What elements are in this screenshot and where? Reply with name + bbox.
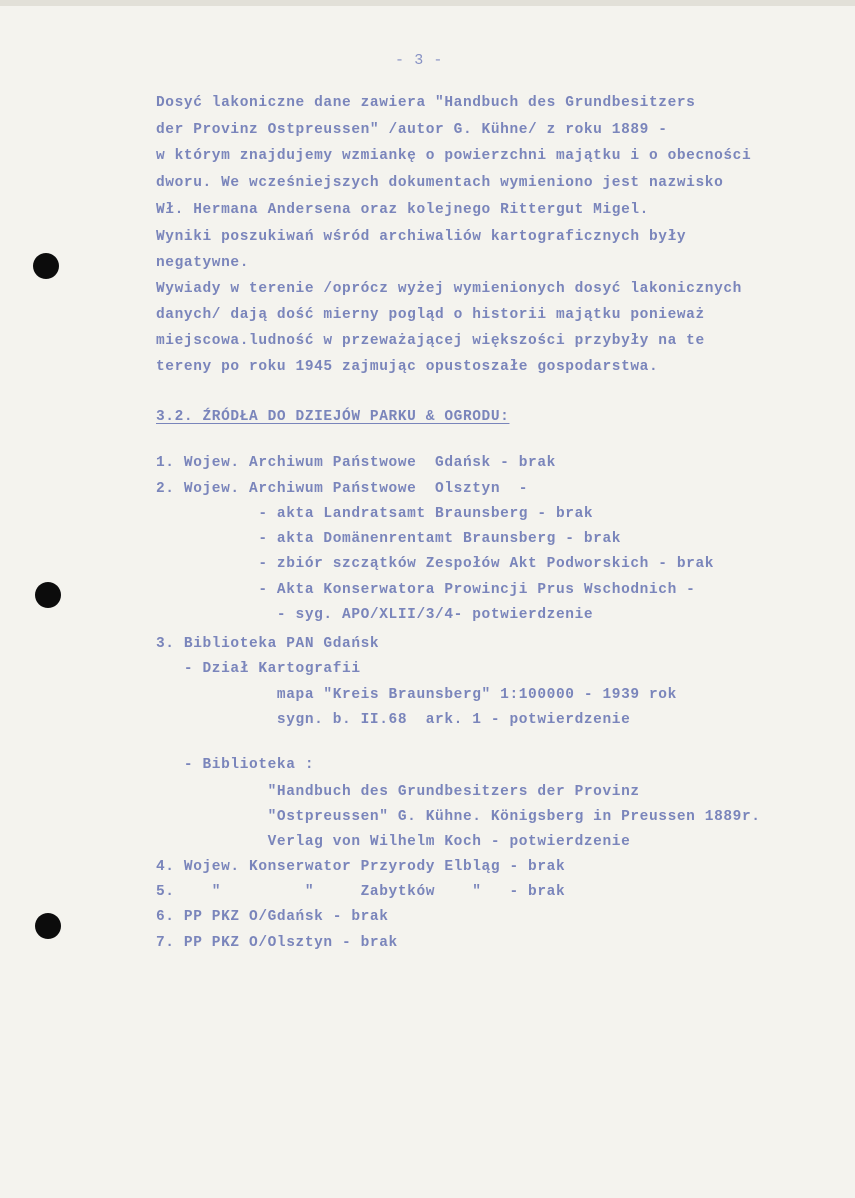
source-list-line: - Akta Konserwatora Prowincji Prus Wschodnich - bbox=[156, 582, 696, 598]
source-list-line: - syg. APO/XLII/3/4- potwierdzenie bbox=[156, 607, 594, 623]
source-list-line: 3. Biblioteka PAN Gdańsk bbox=[156, 636, 380, 652]
intro-line: Wyniki poszukiwań wśród archiwaliów kartograficznych były bbox=[156, 229, 687, 245]
source-list-line: 7. PP PKZ O/Olsztyn - brak bbox=[156, 935, 398, 951]
source-list-line: Verlag von Wilhelm Koch - potwierdzenie bbox=[156, 834, 631, 850]
intro-line: danych/ dają dość mierny pogląd o historii majątku ponieważ bbox=[156, 307, 705, 323]
intro-line: Wywiady w terenie /oprócz wyżej wymienionych dosyć lakonicznych bbox=[156, 281, 742, 297]
source-list-line: 2. Wojew. Archiwum Państwowe Olsztyn - bbox=[156, 481, 529, 497]
source-list-line: 5. " " Zabytków " - brak bbox=[156, 884, 566, 900]
source-list-line: 4. Wojew. Konserwator Przyrody Elbląg - brak bbox=[156, 859, 566, 875]
section-heading: 3.2. ŹRÓDŁA DO DZIEJÓW PARKU & OGRODU: bbox=[156, 409, 510, 425]
intro-line: negatywne. bbox=[156, 255, 250, 271]
source-list-line: "Handbuch des Grundbesitzers der Provinz bbox=[156, 784, 640, 800]
source-list-line: mapa "Kreis Braunsberg" 1:100000 - 1939 rok bbox=[156, 687, 677, 703]
intro-line: Wł. Hermana Andersena oraz kolejnego Rittergut Migel. bbox=[156, 202, 649, 218]
source-list-line: "Ostpreussen" G. Kühne. Königsberg in Preussen 1889r. bbox=[156, 809, 761, 825]
intro-line: w którym znajdujemy wzmiankę o powierzchni majątku i o obecności bbox=[156, 148, 752, 164]
source-list-line: - akta Landratsamt Braunsberg - brak bbox=[156, 506, 594, 522]
intro-line: tereny po roku 1945 zajmując opustoszałe gospodarstwa. bbox=[156, 359, 659, 375]
page-top-edge bbox=[0, 0, 855, 6]
source-list-line: - Biblioteka : bbox=[156, 757, 315, 773]
page-number: - 3 - bbox=[395, 52, 444, 69]
punch-hole-top bbox=[33, 253, 59, 279]
intro-line: der Provinz Ostpreussen" /autor G. Kühne/ z roku 1889 - bbox=[156, 122, 668, 138]
source-list-line: - zbiór szczątków Zespołów Akt Podworskich - brak bbox=[156, 556, 715, 572]
source-list-line: - akta Domänenrentamt Braunsberg - brak bbox=[156, 531, 622, 547]
intro-line: miejscowa.ludność w przeważającej większości przybyły na te bbox=[156, 333, 705, 349]
source-list-line: 1. Wojew. Archiwum Państwowe Gdańsk - brak bbox=[156, 455, 556, 471]
punch-hole-bottom bbox=[35, 913, 61, 939]
punch-hole-middle bbox=[35, 582, 61, 608]
source-list-line: - Dział Kartografii bbox=[156, 661, 361, 677]
source-list-line: sygn. b. II.68 ark. 1 - potwierdzenie bbox=[156, 712, 631, 728]
intro-line: dworu. We wcześniejszych dokumentach wymieniono jest nazwisko bbox=[156, 175, 724, 191]
intro-line: Dosyć lakoniczne dane zawiera "Handbuch des Grundbesitzers bbox=[156, 95, 696, 111]
source-list-line: 6. PP PKZ O/Gdańsk - brak bbox=[156, 909, 389, 925]
